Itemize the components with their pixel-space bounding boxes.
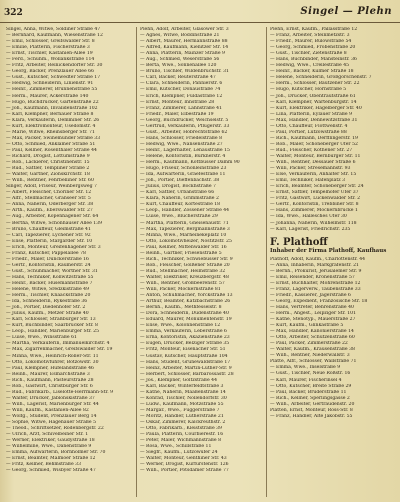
directory-entry: — Erna, Kontoristin, Akazienstraße 23	[140, 335, 230, 341]
directory-entry: — Rud., Fleischer, Köthener Str. 27	[270, 147, 353, 153]
directory-entry: — Bruno, Tischler, Wildenbruchstr. 31	[140, 69, 229, 75]
directory-entry: — Albert, Maurer, Hermannstraße 88	[140, 39, 228, 45]
directory-entry: — Helene, Schneiderin, Großgörschenstr. 7	[270, 75, 372, 81]
directory-entry: — Joh., Kaufmann, Invalidenstraße 102	[6, 105, 98, 111]
directory-entry: — Kurt, Buchbinder, Saarbrücker Str. 8	[6, 323, 98, 329]
directory-entry: — Gertr., Kontoristin, Trebbiner Str. 8	[270, 202, 359, 208]
directory-entry: — Heinr., Lagerhalter, Lenaustraße 15	[140, 147, 230, 153]
directory-entry: — Gertrud, Verkäuferin, Pflügerstr. 33	[140, 123, 230, 129]
directory-entry: — Hugo, Friseur, Schönleinstraße 23	[140, 166, 227, 172]
directory-entry: — Hedwig, Wwe., Crellestraße 45	[270, 63, 350, 69]
directory-entry: — Julius, Kaufm., Metzer Straße 40	[6, 311, 89, 317]
section-heading: F. Plathoff	[270, 236, 328, 248]
directory-entry: — Walter, Gärtner, Zionskirchstr. 18	[6, 172, 90, 178]
directory-entry: — Otto, Arbeiter, Schützenstraße 60	[270, 335, 355, 341]
directory-entry: — Ida, Schneiderin, Rykestraße 36	[6, 299, 88, 305]
directory-entry: — Helene, Kontoristin, Bürknerstr. 4	[140, 153, 226, 159]
directory-entry: — Elise, Plätterin, Stargarder Str. 10	[6, 238, 93, 244]
directory-entry: — Rich., Kaufmann, Pasteurstraße 28	[6, 377, 94, 383]
directory-entry: — Hugo, Kutscher, Hornstraße 5	[270, 87, 347, 93]
directory-entry: — Fritz, Gastwirt, Luckenwalder Str. 2	[270, 196, 361, 202]
directory-entry: — Heinr., Bäcker, Kulmer Straße 18	[270, 69, 354, 75]
directory-entry: — Paul, Bäcker, Brüderstraße 11	[270, 389, 347, 395]
directory-entry: — Luise, Wwe., Blücherstraße 29	[140, 214, 218, 220]
directory-entry: — Peter, Maler, Wichmannstraße 8	[140, 438, 222, 444]
directory-entry: — Gust., Tischler, Zietenstraße 8	[270, 51, 347, 57]
directory-entry: — Albert, Fleischer, Choriner Str. 12	[6, 190, 92, 196]
directory-entry: — Hans, Zimmerer, Möckernbrücke 1	[270, 208, 358, 214]
directory-entry: — Marie, Witwe, Rheinsberger Str. 71	[6, 129, 95, 135]
directory-entry: — Ludw., Kaufmann, Motzstraße 55	[140, 401, 224, 407]
directory-entry: — Herbert, Schlosser, Barbarossastr. 28	[140, 371, 234, 377]
directory-entry: — Willi, Packer, Stresemannstr. 93	[270, 166, 351, 172]
directory-column-3	[266, 27, 394, 497]
directory-entry: — Konrad, Tischler, Nollendorfstr. 30	[140, 395, 227, 401]
directory-entry: — Joh., Portier, Dieffenbachstr. 38	[140, 178, 220, 184]
directory-entry: — Herm., Angest., Leipziger Str. 101	[270, 311, 356, 317]
directory-entry: — Karl, Bäcker, Winterfeldtstraße 3	[140, 383, 224, 389]
directory-entry: — Wilh., Portier, Potsdamer Straße 77	[140, 468, 229, 474]
directory-entry: — Hans, Techniker, Kollwitzstraße 55	[6, 274, 94, 280]
directory-entry: — Hedwig, Wwe., Nansenstraße 27	[140, 141, 223, 147]
directory-entry: — Friedr., Kassierer, Jägerstraße 6	[270, 292, 351, 298]
section-subheading: Inhaber der Firma Plathoff, Kaufhaus	[270, 247, 387, 254]
directory-entry: — Friedr., Maurer, Bülowstraße 54	[270, 39, 352, 45]
directory-entry: — Bernh., Prokurist, Jerusalemer Str. 9	[270, 268, 362, 274]
directory-entry: — Gertr., Kontoristin, Raumerstr. 24	[6, 262, 91, 268]
directory-entry: — Emma, Verkäuferin, Leberstraße 6	[140, 329, 227, 335]
directory-entry: — Hedwig, Schneiderin, Linienstr. 91	[6, 81, 94, 87]
directory-entry: — Paula, Plätterin, Courbièrestr. 16	[140, 432, 224, 438]
directory-entry: — Emil, Techniker, Hafenplatz 3	[270, 178, 346, 184]
directory-entry: — Julius, Drogist, Böckhstraße 7	[140, 184, 216, 190]
directory-entry: — Walter, Kaufm., Krausenstraße 38	[270, 347, 355, 353]
directory-entry: — Heinr., Bäcker, Husemannstraße 7	[6, 280, 93, 286]
directory-entry: — Emil, Schlosser, Greifswalder Str. 8	[6, 39, 95, 45]
directory-entry: — Wolfg., Student, Prenzlauer Berg 14	[6, 414, 97, 419]
directory-entry: — Rich., Techniker, Schwiebusser Str. 9	[140, 256, 233, 262]
directory-entry: — Georg, Schmied, Wisbyer Straße 47	[6, 468, 96, 474]
directory-entry: — Werner, Elektriker, Gaudystraße 18	[6, 438, 95, 444]
directory-entry: — Rud., Stellmacher, Heimstraße 32	[140, 268, 226, 274]
directory-entry: — Erich, Klempner, Fuldastraße 12	[140, 93, 223, 99]
directory-entry: — Gustav, Kutscher, Hauptstraße 104	[140, 353, 228, 359]
directory-entry: — Ida, Wwe., Hallesches Ufer 30	[270, 214, 347, 220]
directory-entry: — Max, Packer, Swinemünder Straße 33	[6, 135, 101, 141]
directory-entry: — Wilhelmine, Wwe., Dänenstraße 9	[6, 444, 92, 450]
directory-entry: — Minna, Wwe., Heinrich-Roller-Str. 11	[6, 353, 99, 359]
directory-entry: Plathoff, Adolf, Kaufm., Charlottenstr. 44	[270, 256, 366, 262]
directory-entry: — Georg, Buchdrucker, Weichselstr. 5	[140, 117, 229, 123]
directory-entry: — Bruno, Chauffeur, Gleimstraße 41	[6, 226, 91, 232]
directory-entry: — Hugo, Buchdrucker, Gartenstraße 22	[6, 99, 99, 105]
directory-entry: — Ernst, Sattler, Tempelhofer Ufer 37	[270, 190, 359, 196]
directory-entry: — Margar., Wwe., Fuggerstraße 7	[140, 407, 220, 413]
directory-entry: — Klara, Näherin, Grimmstraße 2	[140, 196, 219, 202]
directory-entry: — Reinh., Gärtner, Friesenstraße 5	[140, 250, 222, 256]
directory-entry: — Walter, Monteur, Bernburger Str. 11	[270, 153, 361, 159]
directory-entry: — Willi, Kaufm., Kastanien-Allee 82	[6, 407, 89, 413]
directory-entry: — Reinh., Maurer, Esmarchstraße 3	[6, 371, 90, 377]
directory-entry: — Rob., Lackierer, Christinenstr. 15	[6, 160, 90, 166]
directory-entry: — Carl, Tapezierer, Lychener Str. 92	[6, 232, 91, 238]
directory-column-2	[136, 27, 262, 497]
directory-entry: — Paul, Packer, Zimmerstraße 22	[270, 341, 348, 347]
directory-entry: — Herm., Tischler, Knaackstraße 20	[6, 293, 91, 299]
directory-entry: — Oskar, Zimmerer, Kalckreuthstr. 2	[140, 420, 226, 426]
directory-entry: — Siegfr., Kaufm., Lützowufer 24	[140, 450, 218, 456]
directory-entry: — Minna, Wwe., Marheinekeplatz 10	[140, 232, 227, 238]
directory-entry: — Wilh., Arbeiter, Gertraudenstr. 20	[270, 401, 355, 407]
directory-entry: — Otto, Lokomotivführer, Bötzowstr. 30	[6, 359, 99, 365]
directory-entry: — Emilie, Plätterin, Fischerstraße 3	[6, 45, 90, 51]
directory-entry: — Otto, Schmied, Anklamer Straße 51	[6, 141, 96, 147]
directory-entry: — Sophie, Witwe, Hagenauer Straße 5	[6, 420, 97, 426]
directory-entry: Plehn, Ernst, Kaufm., Pallasstraße 12	[270, 27, 358, 32]
directory-entry: — Anna, Plätterin, Mainzer Straße 9	[140, 51, 225, 57]
directory-entry: — Heinz, Arbeiter, Martin-Luther-Str. 9	[140, 365, 232, 371]
directory-entry: — Berta, Wwe., Sonnenallee 120	[140, 63, 217, 69]
directory-entry: — Theod., Schriftsetzer, Rodenbergstr. 22	[6, 426, 104, 432]
directory-entry: — Paul, Kellner, Rosenthaler Straße 44	[6, 147, 97, 153]
directory-entry: — Wilh., Rentner, Fehrbelliner Str. 60	[6, 178, 94, 184]
directory-entry: — Fritz, Monteur, Eisenacher Str. 51	[140, 347, 226, 353]
directory-entry: — Kurt, Elektromonteur, Usedomstr. 4	[6, 123, 96, 129]
directory-entry: Plehn, Adolf, Arbeiter, Glasower Str. 3	[140, 27, 229, 32]
directory-entry: — Hans, Vertreter, Behrenstraße 40	[270, 304, 354, 310]
column-3-top-entries	[270, 27, 394, 233]
directory-entry: — Heinr., Zimmerer, Brunnenstraße 55	[6, 87, 98, 93]
directory-entry: — Rud., Fabrikarb., Liselotte-Herrmann-Str. 9	[6, 389, 114, 395]
directory-entry: — Walter, Elektriker, Kreuzbergstr. 48	[140, 274, 229, 280]
directory-entry: — Rosa, Wwe., Schillstraße 11	[140, 444, 212, 450]
directory-entry: — Karl, Klempner, Bernauer Straße 8	[6, 111, 94, 117]
directory-entry: Platte, Alfr., Schlosser, Wallstraße 71	[270, 359, 357, 365]
directory-entry: — Anna, Näherin, Oderberger Str. 38	[6, 202, 94, 208]
directory-entry: — Emma, Wwe., Inselstraße 9	[270, 365, 341, 371]
directory-entry: — Aug., Schmied, Weserstraße 56	[140, 57, 220, 63]
directory-entry: — Herm., Maurer, Ackerstraße 140	[6, 93, 89, 99]
directory-entry: — Wilh., Rentner, Dessauer Straße 6	[270, 160, 356, 166]
directory-entry: — Käthe, Stenotyp., Mauerstraße 27	[270, 317, 356, 323]
directory-entry: — Franz, Arbeiter, Steinmetzstr. 3	[270, 33, 350, 39]
directory-entry: — Otto, Lokomotivheizer, Nostitzstr. 25	[140, 238, 232, 244]
directory-entry: — Erich, Monteur, Greifenhagener Str. 3	[6, 244, 101, 250]
directory-entry: — Bernh., Kaufm., Methfesselstr. 8	[140, 305, 222, 311]
running-head: Singel — Plehn	[300, 6, 392, 17]
directory-entry: — Otto, Kutscher, Breite Straße 29	[270, 383, 352, 389]
directory-entry: — Luise, Wwe., Winsstraße 61	[6, 335, 77, 341]
directory-entry: — Agnes, Witwe, Boddinstraße 21	[140, 33, 220, 39]
directory-entry: — Karl, Lagerist, Friedrichstr. 235	[270, 226, 351, 232]
directory-entry: — Max, Händler, Dennewitzstraße 31	[270, 117, 358, 123]
directory-entry: — Otto, Chauffeur, Flottwellstr. 4	[270, 123, 348, 129]
directory-entry: — Franz, Kutscher, Pappelallee 78	[6, 250, 86, 256]
directory-entry: — Joh., Portier, Diedenhofer Str. 2	[6, 305, 86, 311]
directory-entry: — Klara, Verkäuferin, Demminer Str. 26	[6, 117, 100, 123]
directory-entry: — Karl, Maurer, Fischerinsel 4	[270, 377, 342, 383]
directory-entry: — Hans, Student, Grunewaldstraße 17	[140, 359, 231, 365]
directory-entry: — Arth., Kaufm., Eberswalder Str. 27	[6, 208, 93, 214]
directory-entry: — Paul, Kellner, Mittenwalder Str. 16	[140, 244, 227, 250]
directory-entry: — Wilh., Lagerist, Marienburger Str. 44	[6, 401, 99, 407]
directory-entry: — Rob., Fleischer, Golßener Straße 20	[140, 262, 230, 268]
directory-entry: — Karl, Sattler, Urbanstraße 66	[140, 190, 215, 196]
directory-entry: — Anton, Schuhmacher, Yorckstraße 13	[140, 293, 233, 299]
directory-entry: — Paul, Portier, Lützowstraße 88	[270, 129, 347, 135]
directory-entry: — Ernst, Monteur, Innstraße 28	[140, 99, 215, 105]
directory-entry: — Bertha, Witwe, Schönhauser Allee 139	[6, 220, 103, 226]
directory-entry: — Ernst, Buchhalter, Mohrenstraße 12	[270, 280, 361, 286]
directory-entry: — Eugen, Drucker, Belziger Straße 35	[140, 341, 230, 347]
directory-entry: — Anna, Inhaberin, Markgrafenstr. 21	[270, 262, 359, 268]
directory-entry: — Eduard, Maurer, Monumentenstr. 19	[140, 317, 232, 323]
directory-entry: — Franz, Zimmerer, Lahnstraße 41	[140, 105, 223, 111]
directory-entry: — Gust., Schuhmacher, Wörther Str. 31	[6, 268, 98, 274]
directory-entry: — Kurt, Elektriker, Hagelberger Str. 40	[270, 105, 362, 111]
directory-column-1	[6, 27, 132, 497]
directory-entry: — Bernhard, Kaufmann, Wiesenstraße 12	[6, 33, 103, 39]
directory-entry: — Aug., Arbeiter, Kopenhagener Str. 64	[6, 214, 99, 220]
directory-entry: — Wilh., Rentner, Niederwallstr. 3	[270, 353, 350, 359]
directory-entry: — Georg, Expedient, Französische Str. 18	[270, 298, 368, 304]
directory-entry: — Paul, Klempner, Hufelandstraße 46	[6, 365, 94, 371]
directory-entry: — Richard, Drogist, Lottumstraße 9	[6, 153, 90, 159]
directory-entry: — Ulrich, Arzt, Schivelbeiner Str. 1	[6, 432, 89, 438]
directory-entry: — Walter, Monteur, Genthiner Str. 43	[140, 456, 227, 462]
directory-entry: — Else, Verkäuferin, Anhalter Str. 15	[270, 172, 357, 178]
directory-entry: — Karl, Klempner, Wartenburgstr. 14	[270, 99, 357, 105]
directory-entry: — Käthe, Näherin, Maaßenstraße 14	[140, 389, 226, 395]
directory-entry: — Otto, Fabrikarb., Kleiststraße 39	[140, 426, 222, 432]
directory-entry: — Dora, Schneiderin, Dudenstraße 40	[140, 311, 229, 317]
directory-entry: — Ernst, Tischler, Kastanien-Allee 19	[6, 51, 93, 57]
directory-entry: — Leop., Händler, Marienburger Str. 25	[6, 329, 99, 335]
directory-entry: — Kurt, Chauffeur, Körtestraße 18	[140, 202, 221, 208]
directory-entry: — Moritz, Händler, Lutherstraße 21	[140, 414, 224, 419]
page-header	[0, 6, 400, 23]
directory-entry: — Jos., Klempner, Goltzstraße 44	[140, 377, 218, 383]
column-3-bottom-entries	[270, 257, 394, 420]
directory-entry: — Karl, Schlosser, Straßburger Str. 13	[6, 317, 96, 323]
directory-entry: — Martha, Verkäuferin, Immanuelkirchstr. 4	[6, 341, 110, 347]
directory-entry: — Walter, Drucker, Jablonskistraße 37	[6, 395, 95, 401]
directory-entry: — Max, Zigarrenmacher, Greifswalder Str. 19	[6, 347, 113, 353]
directory-entry: — Kurt, Kaufm., Glinkastraße 5	[270, 323, 344, 329]
directory-entry: — Franz, Lagerverw., Taubenstraße 33	[270, 286, 361, 292]
directory-entry: — Friedr., Maler, Dunckerstraße 16	[6, 256, 89, 262]
directory-entry: — Wilh., Rentner, Großbeerenstr. 57	[140, 280, 225, 286]
directory-entry: — Joh., Drucker, Obentrautstraße 61	[270, 93, 356, 99]
directory-entry: — Fritz, Kellner, Behmstraße 33	[6, 462, 81, 468]
directory-entry: — Leop., Händler, Zossener Straße 44	[140, 208, 230, 214]
directory-entry: — Rob., Gastwirt, Christburger Str. 6	[6, 383, 93, 389]
directory-entry: — Elise, Wwe., Kolonnenstraße 12	[140, 323, 221, 329]
directory-entry: — Johanna, Näherin, Wilhelmstr. 118	[270, 220, 357, 226]
directory-entry: — Max, Händler, Kanonierstraße 14	[270, 329, 354, 335]
directory-entry: — Gust., Tischler, Neue Roßstr. 16	[270, 371, 351, 377]
directory-entry: — Rich., Kellner, Sperlingsgasse 2	[270, 395, 350, 401]
directory-entry: — Alfred, Kaufmann, Kienitzer Str. 14	[140, 45, 229, 51]
directory-entry: — Carl, Bäcker, Reuterstraße 47	[140, 75, 216, 81]
directory-entry: — Max, Tapezierer, Bergmannstraße 3	[140, 226, 230, 232]
directory-entry: — Ernst, Beamter, Malmöer Straße 12	[6, 456, 96, 462]
directory-entry: — Ferd., Schuhm., Wollankstraße 114	[6, 57, 95, 63]
directory-entry: — Emil, Kutscher, Donaustraße 74	[140, 87, 221, 93]
directory-entry: — Hans, Buchbinder, Mansteinstr. 36	[270, 57, 357, 63]
directory-entry: — Willi, Packer, Möckernstraße 81	[140, 287, 221, 293]
directory-entry: — Lina, Plätterin, Eylauer Straße 9	[270, 111, 353, 117]
directory-entry: — Rud., Sattler, Templiner Straße 2	[6, 166, 90, 172]
directory-entry: — Hans, Schlosser, Friedelstraße 8	[140, 135, 223, 141]
directory-entry: — Helene, Witwe, Sredzkistraße 49	[6, 287, 89, 293]
directory-entry: — Franz, Händler, Alte Jakobstr. 55	[270, 413, 353, 419]
directory-entry: — Emma, Aufwärterin, Bornholmer Str. 70	[6, 450, 106, 456]
directory-entry: — Herm., Schlosser, Bautzener Str. 22	[270, 81, 360, 87]
directory-entry: — Alfr., Stellmacher, Granseer Str. 5	[6, 196, 91, 202]
directory-entry: — Erich, Beamter, Schöneberger Str. 24	[270, 184, 364, 190]
directory-entry: — Gust., Arbeiter, Hobrechtstraße 62	[140, 129, 228, 135]
directory-entry: — Herm., Kaufmann, Kottbusser Damm 90	[140, 160, 240, 166]
directory-entry: — Georg, Schmied, Frobenstraße 20	[270, 45, 356, 51]
directory-entry: — Rob., Maler, Schöneberger Ufer 52	[270, 141, 358, 147]
directory-entry: — Arthur, Beamter, Katzbachstraße 26	[140, 299, 231, 305]
directory-entry: — Gust., Kutscher, Schwedter Straße 17	[6, 75, 101, 81]
directory-entry: — Fritz, Arbeiter, Reinickendorfer Str. 30	[6, 63, 103, 69]
page-number: 322	[4, 8, 23, 18]
directory-entry: — Friedr., Maler, Elbestraße 19	[140, 111, 214, 117]
directory-entry: — Ida, Aufwärterin, Graefestraße 11	[140, 172, 226, 178]
directory-entry: Singel, Anna, Witwe, Soldiner Straße 47	[6, 27, 101, 32]
directory-entry: — Georg, Bäcker, Prenzlauer Allee 66	[6, 69, 94, 75]
directory-entry: Platten, Ernst, Monteur, Ross-Str. 8	[270, 407, 353, 413]
directory-entry: — Werner, Drogist, Kurfürstenstr. 126	[140, 462, 229, 468]
directory-entry: — Martha, Plätterin, Gneisenaustr. 71	[140, 220, 229, 226]
directory-entry: Singer, Adolf, Friseur, Weinbergsweg 7	[6, 184, 97, 190]
directory-entry: — Clara, Schneiderin, Pannierstr. 6	[140, 81, 223, 87]
directory-entry: — Emil, Reisender, Kronenstraße 57	[270, 274, 355, 280]
directory-entry: — Rich., Kaufmann, Derfflingerstr. 19	[270, 135, 358, 141]
